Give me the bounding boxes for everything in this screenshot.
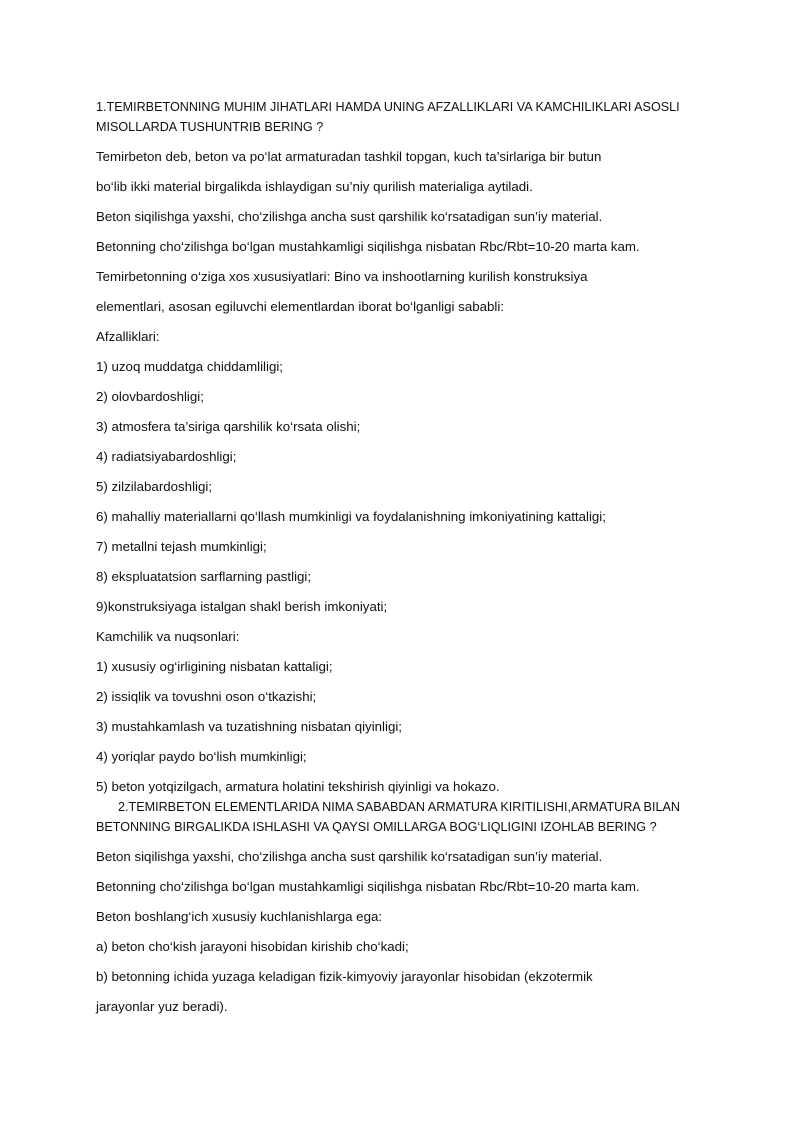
section-1-heading-line-1: 1.TEMIRBETONNING MUHIM JIHATLARI HAMDA UNING AFZALLIKLARI VA KAMCHILIKLARI ASOSLI [96, 100, 680, 114]
list-item: 5) zilzilabardoshligi; [96, 479, 213, 494]
paragraph: bo‘lib ikki material birgalikda ishlaydigan su’niy qurilish materialiga aytiladi. [96, 179, 533, 194]
list-item: 2) issiqlik va tovushni oson o‘tkazishi; [96, 689, 317, 704]
list-item: 4) radiatsiyabardoshligi; [96, 449, 237, 464]
list-item: 2) olovbardoshligi; [96, 389, 204, 404]
list-item: 9)konstruksiyaga istalgan shakl berish imkoniyati; [96, 599, 388, 614]
section-2-heading [96, 797, 696, 837]
paragraph: elementlari, asosan egiluvchi elementlardan iborat bo‘lganligi sababli: [96, 299, 505, 314]
list-item: a) beton cho‘kish jarayoni hisobidan kirishib cho‘kadi; [96, 939, 409, 954]
document-content [96, 97, 696, 1027]
list-item: 8) ekspluatatsion sarflarning pastligi; [96, 569, 312, 584]
section-1-heading-line-2: MISOLLARDA TUSHUNTRIB BERING ? [96, 120, 324, 134]
paragraph: Betonning cho‘zilishga bo‘lgan mustahkamligi siqilishga nisbatan Rbc/Rbt=10-20 marta kam. [96, 879, 640, 894]
section-1-heading [96, 97, 696, 137]
list-item: b) betonning ichida yuzaga keladigan fizik-kimyoviy jarayonlar hisobidan (ekzotermik [96, 969, 593, 984]
list-item: 1) xususiy og‘irligining nisbatan kattaligi; [96, 659, 333, 674]
paragraph: Beton siqilishga yaxshi, cho‘zilishga ancha sust qarshilik ko‘rsatadigan sun’iy material. [96, 209, 603, 224]
advantages-title: Afzalliklari: [96, 329, 160, 344]
paragraph: Betonning cho‘zilishga bo‘lgan mustahkamligi siqilishga nisbatan Rbc/Rbt=10-20 marta kam. [96, 239, 640, 254]
paragraph: Beton boshlang‘ich xususiy kuchlanishlarga ega: [96, 909, 383, 924]
list-item: 3) atmosfera ta’siriga qarshilik ko‘rsata olishi; [96, 419, 361, 434]
section-2-heading-line-1: 2.TEMIRBETON ELEMENTLARIDA NIMA SABABDAN ARMATURA KIRITILISHI,ARMATURA BILAN [118, 800, 680, 814]
list-item: 1) uzoq muddatga chiddamliligi; [96, 359, 284, 374]
section-2-heading-line-2: BETONNING BIRGALIKDA ISHLASHI VA QAYSI OMILLARGA BOG‘LIQLIGINI IZOHLAB BERING ? [96, 820, 657, 834]
paragraph: Temirbeton deb, beton va po‘lat armaturadan tashkil topgan, kuch ta’sirlariga bir butun [96, 149, 602, 164]
list-item: 6) mahalliy materiallarni qo‘llash mumkinligi va foydalanishning imkoniyatining kattaligi; [96, 509, 606, 524]
list-item: 4) yoriqlar paydo bo‘lish mumkinligi; [96, 749, 307, 764]
paragraph: Beton siqilishga yaxshi, cho‘zilishga ancha sust qarshilik ko‘rsatadigan sun’iy material. [96, 849, 603, 864]
list-item: 5) beton yotqizilgach, armatura holatini tekshirish qiyinligi va hokazo. [96, 779, 500, 794]
paragraph: Temirbetonning o‘ziga xos xususiyatlari: Bino va inshootlarning kurilish konstruksiya [96, 269, 588, 284]
paragraph: jarayonlar yuz beradi). [96, 999, 228, 1014]
list-item: 3) mustahkamlash va tuzatishning nisbatan qiyinligi; [96, 719, 402, 734]
disadvantages-title: Kamchilik va nuqsonlari: [96, 629, 240, 644]
list-item: 7) metallni tejash mumkinligi; [96, 539, 267, 554]
